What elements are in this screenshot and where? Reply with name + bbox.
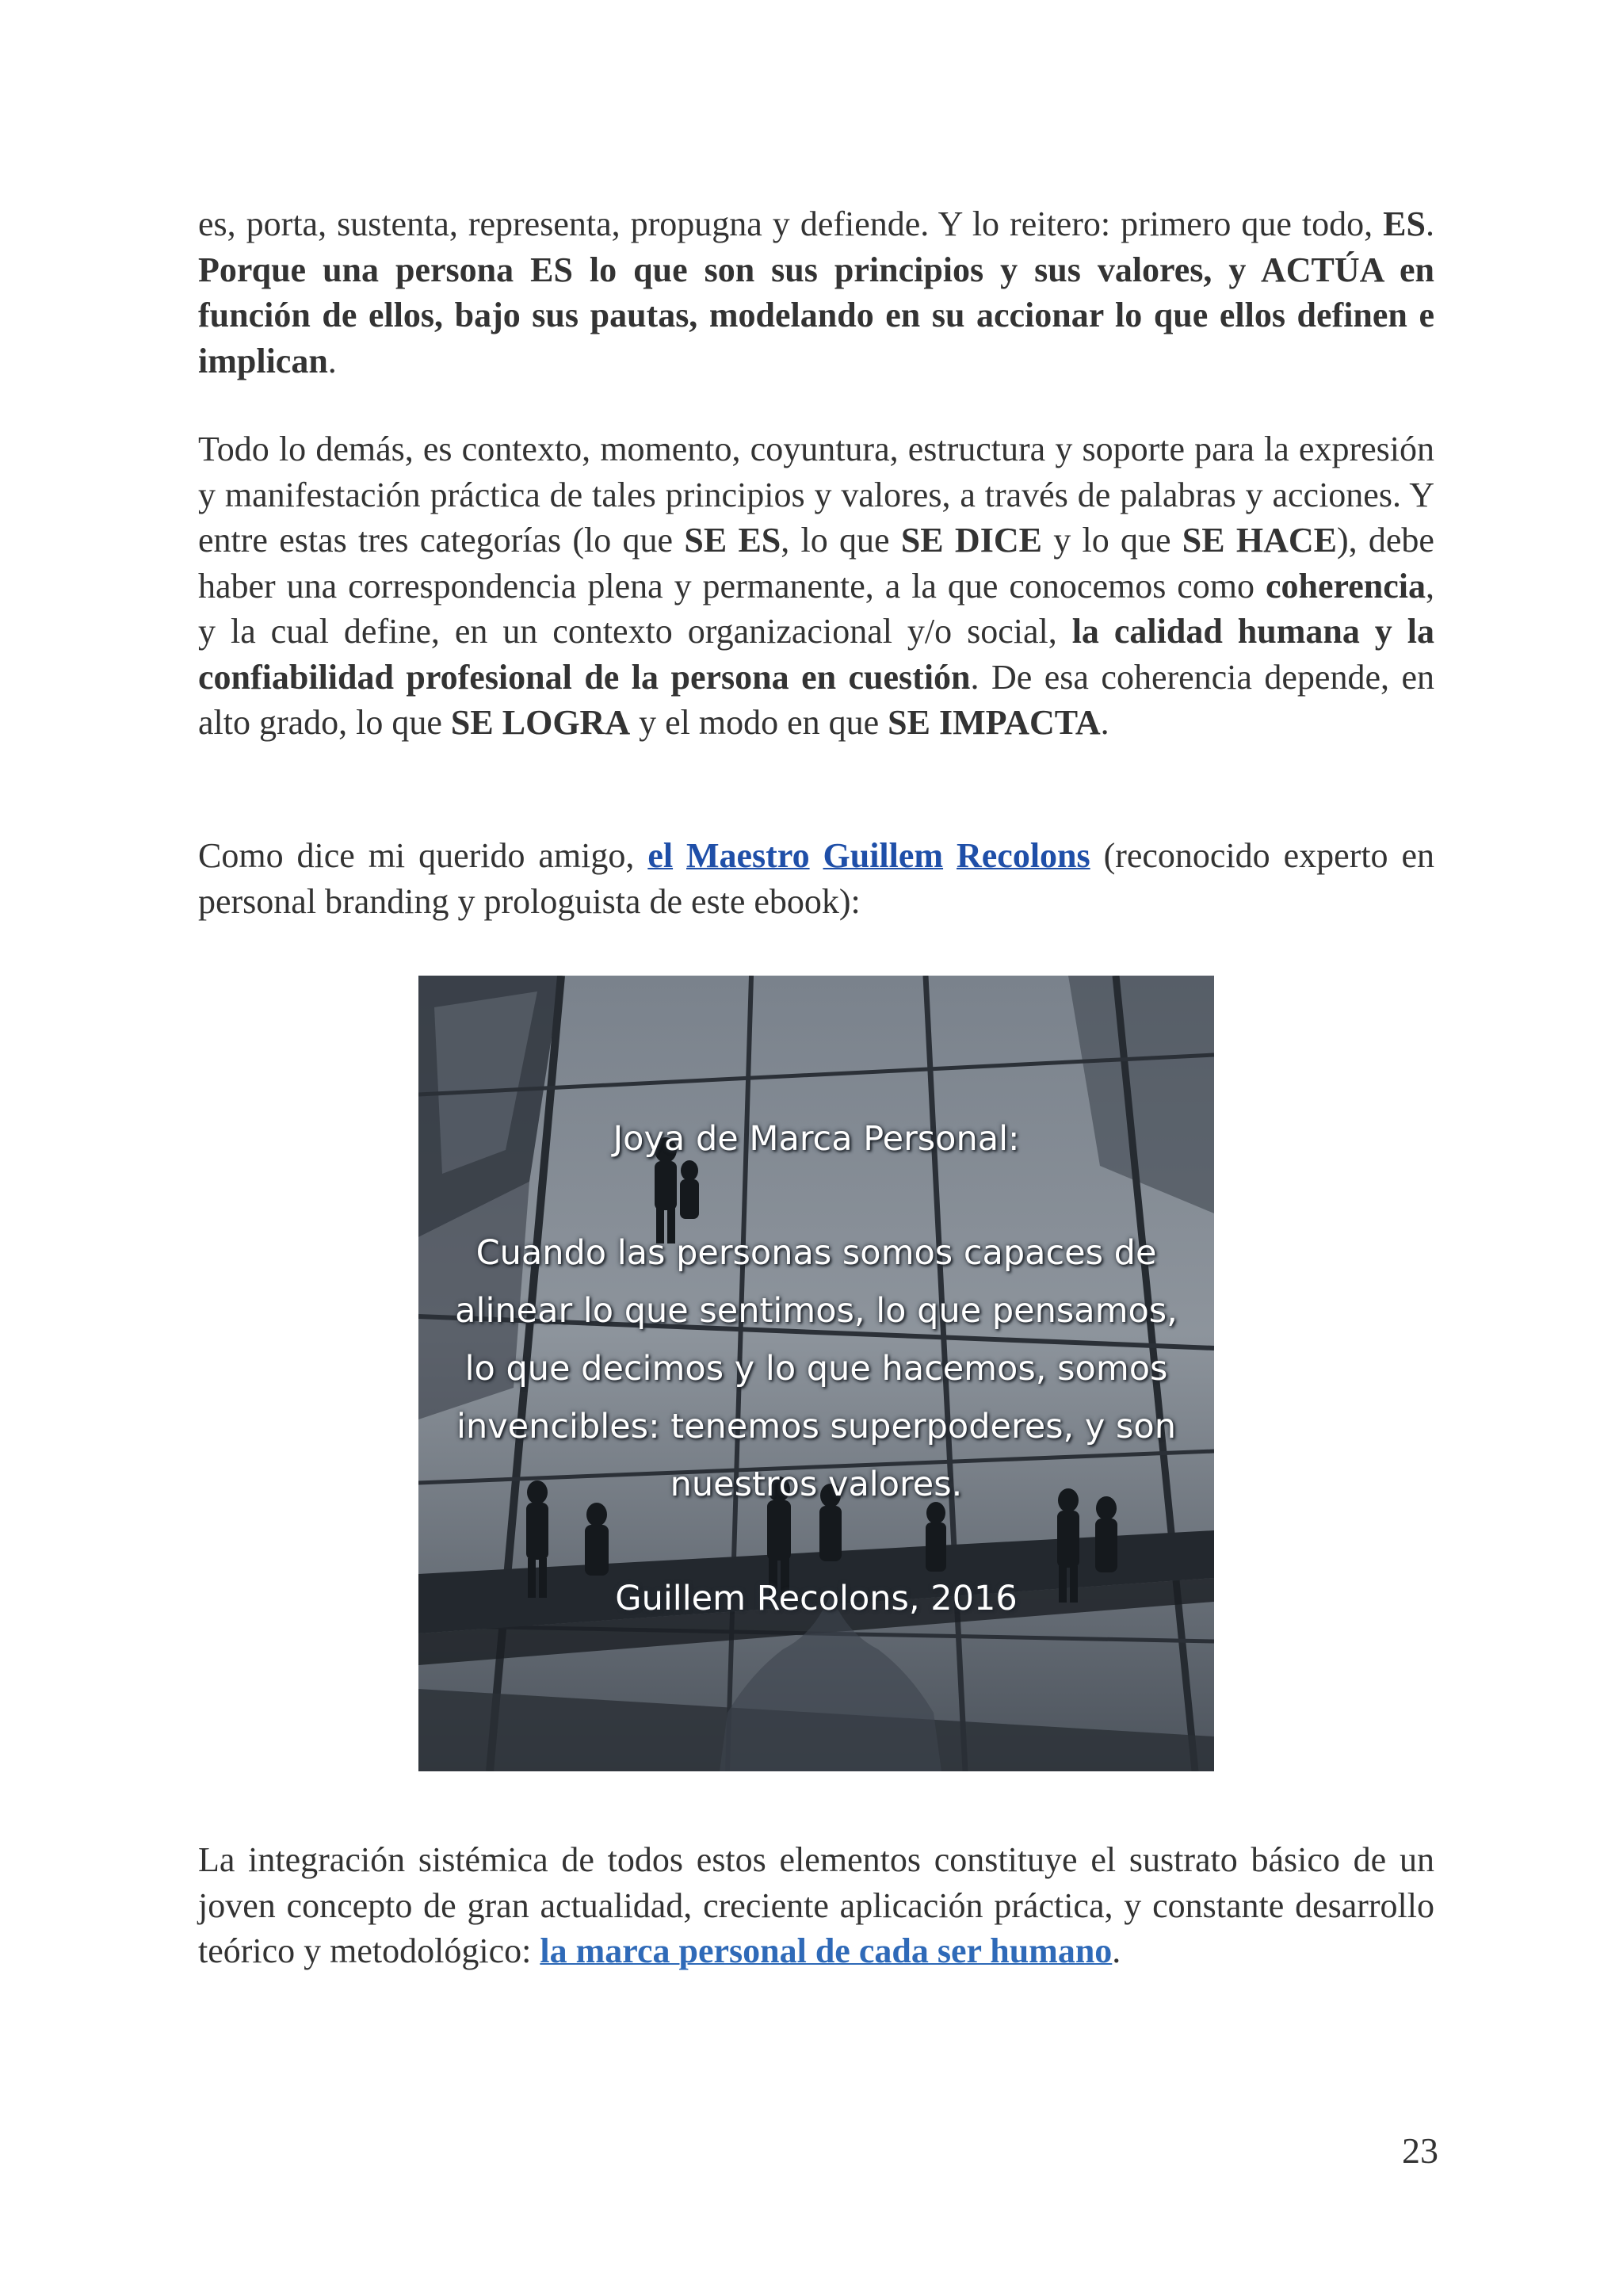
text-run: ), debe haber una correspondencia plena y permanente, a la que conocemos como (198, 521, 1434, 606)
paragraph-coherence (198, 426, 1434, 746)
quote-line: alinear lo que sentimos, lo que pensamos, (455, 1291, 1178, 1331)
paragraph-essence (198, 201, 1434, 384)
bold-run: ES (1383, 204, 1426, 243)
text-run: Como dice mi querido amigo, (198, 836, 648, 875)
quote-line: Cuando las personas somos capaces de (475, 1233, 1157, 1273)
link-recolons[interactable]: Recolons (956, 836, 1090, 875)
paragraph-personal-brand (198, 1837, 1434, 1974)
text-run: La integración sistémica de todos estos elementos constituye el sustrato básico de un joven concepto de gran actualidad, creciente aplicación práctica, y constante desarrollo teórico y metodológico: (198, 1840, 1434, 1970)
bold-run: la calidad humana y la confiabilidad profesional de la persona en cuestión (198, 612, 1434, 697)
link-personal-brand[interactable]: la marca personal de cada ser humano (540, 1931, 1113, 1970)
text-run: . (1426, 204, 1434, 243)
text-run: , lo que (781, 521, 901, 560)
page-number: 23 (1402, 2130, 1438, 2171)
quote-title: Joya de Marca Personal: (613, 1119, 1020, 1159)
link-guillem[interactable]: Guillem (823, 836, 944, 875)
quote-image (418, 976, 1214, 1771)
bold-run: SE LOGRA (450, 703, 631, 742)
text-run: y lo que (1041, 521, 1182, 560)
text-run: . (327, 341, 337, 380)
quote-line: nuestros valores. (670, 1465, 963, 1504)
quote-body (442, 1224, 1190, 1514)
text-run: . (1112, 1931, 1121, 1970)
bold-run: Porque una persona ES lo que son sus principios y sus valores, y ACTÚA en función de ellos, bajo sus pautas, modelando en su accionar lo que ellos definen e implican (198, 250, 1434, 380)
bold-run: coherencia (1265, 566, 1426, 606)
text-run: . De esa coherencia depende, en alto grado, lo que (198, 657, 1434, 742)
bold-run: SE IMPACTA (888, 703, 1101, 742)
quote-line: invencibles: tenemos superpoderes, y son (456, 1407, 1176, 1446)
text-run: (reconocido experto en personal branding y prologuista de este ebook): (198, 836, 1434, 921)
text-run: y el modo en que (630, 703, 888, 742)
text-run: es, porta, sustenta, representa, propugna y defiende. Y lo reitero: primero que todo, (198, 204, 1384, 243)
bold-run: SE DICE (900, 521, 1042, 560)
text-run: . (1100, 703, 1109, 742)
quote-author: Guillem Recolons, 2016 (615, 1579, 1018, 1618)
bold-run: SE HACE (1182, 521, 1337, 560)
paragraph-quote-intro (198, 833, 1434, 924)
link-el[interactable]: el (647, 836, 674, 875)
quote-line: lo que decimos y lo que hacemos, somos (464, 1349, 1168, 1389)
bold-run: SE ES (684, 521, 781, 560)
text-run: , y la cual define, en un contexto organizacional y/o social, (198, 566, 1434, 651)
text-run: Todo lo demás, es contexto, momento, coyuntura, estructura y soporte para la expresión y manifestación práctica de tales principios y valores, a través de palabras y acciones. Y entre estas tres categorías (lo que (198, 430, 1434, 560)
link-maestro[interactable]: Maestro (686, 836, 810, 875)
